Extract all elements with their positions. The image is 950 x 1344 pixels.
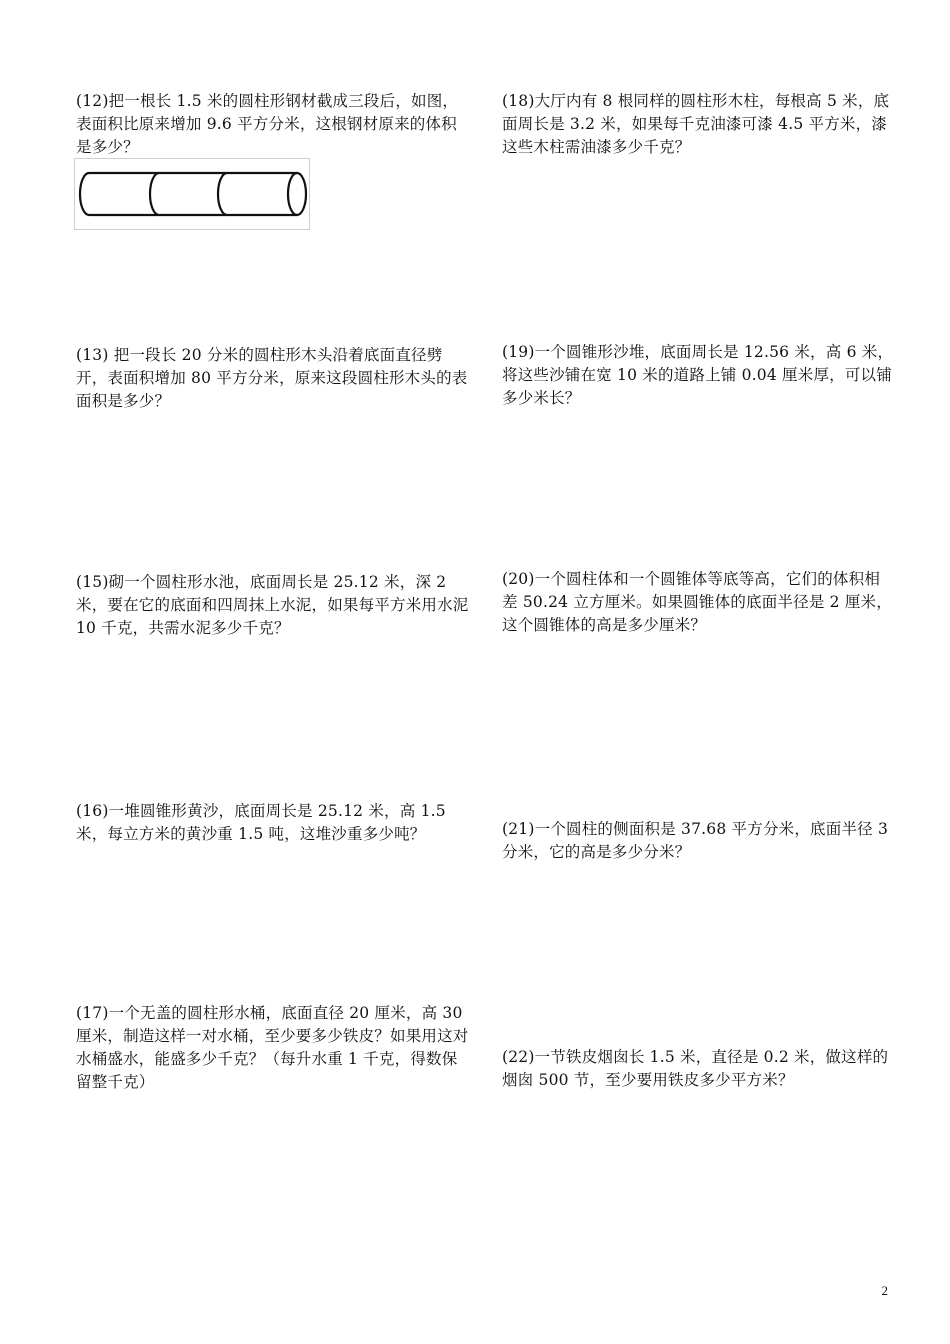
problem-18: (18)大厅内有 8 根同样的圆柱形木柱，每根高 5 米，底面周长是 3.2 米，如果每千克油漆可漆 4.5 平方米，漆这些木柱需油漆多少千克？ — [502, 92, 890, 156]
problem-15: (15)砌一个圆柱形水池，底面周长是 25.12 米，深 2 米，要在它的底面和四周抹上水泥，如果每平方米用水泥 10 千克，共需水泥多少千克？ — [76, 573, 469, 637]
cylinder-cut-figure — [74, 158, 310, 230]
problem-19: (19)一个圆锥形沙堆，底面周长是 12.56 米，高 6 米，将这些沙铺在宽 10 米的道路上铺 0.04 厘米厚，可以铺多少米长？ — [502, 343, 894, 407]
problem-21: (21)一个圆柱的侧面积是 37.68 平方分米，底面半径 3 分米，它的高是多少分米？ — [502, 820, 889, 861]
problem-22: (22)一节铁皮烟囱长 1.5 米，直径是 0.2 米，做这样的烟囱 500 节，至少要用铁皮多少平方米？ — [502, 1048, 889, 1089]
page-number: 2 — [881, 1283, 888, 1298]
problem-20: (20)一个圆柱体和一个圆锥体等底等高，它们的体积相差 50.24 立方厘米。如果圆锥体的底面半径是 2 厘米，这个圆锥体的高是多少厘米？ — [502, 570, 892, 634]
problem-16: (16)一堆圆锥形黄沙，底面周长是 25.12 米，高 1.5 米，每立方米的黄沙重 1.5 吨，这堆沙重多少吨？ — [76, 802, 446, 843]
problem-13: (13) 把一段长 20 分米的圆柱形木头沿着底面直径劈开，表面积增加 80 平方分米，原来这段圆柱形木头的表面积是多少？ — [76, 346, 468, 410]
cylinder-sections-drawing — [75, 159, 309, 229]
problem-17: (17)一个无盖的圆柱形水桶，底面直径 20 厘米，高 30 厘米，制造这样一对水桶，至少要多少铁皮？如果用这对水桶盛水，能盛多少千克？（每升水重 1 千克，得数保留整千克） — [76, 1004, 469, 1091]
problem-12: (12)把一根长 1.5 米的圆柱形钢材截成三段后，如图，表面积比原来增加 9.6 平方分米，这根钢材原来的体积是多少？ — [76, 92, 459, 156]
